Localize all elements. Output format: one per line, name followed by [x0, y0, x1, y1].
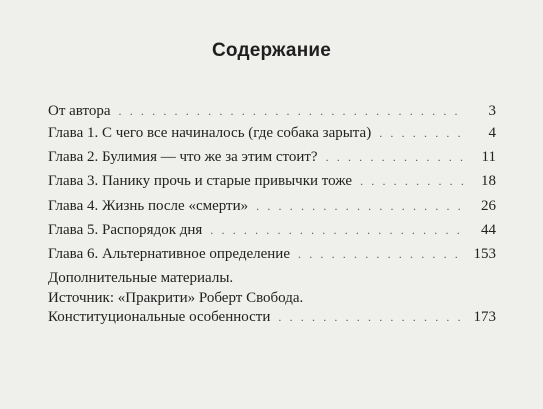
toc-entry-title: Глава 1. С чего все начиналось (где собака зарыта) — [48, 125, 372, 141]
toc-entry-title: Глава 2. Булимия — что же за этим стоит? — [48, 149, 318, 166]
toc-extra-line-2: Источник: «Пракрити» Роберт Свобода. — [48, 289, 304, 306]
toc-entry-page: 173 — [473, 309, 496, 326]
dot-leader — [278, 310, 465, 325]
toc-entry-title: От автора — [48, 103, 111, 119]
toc-entry[interactable] — [48, 309, 496, 333]
toc-entry-page: 11 — [481, 149, 496, 166]
toc-entry-page: 44 — [481, 221, 496, 238]
toc-entry[interactable] — [48, 198, 496, 222]
toc-entry-page: 3 — [488, 103, 496, 119]
toc-extra-line — [48, 290, 496, 310]
toc-entry-page: 153 — [473, 245, 496, 262]
dot-leader — [119, 104, 466, 119]
toc-entry-title: Глава 5. Распорядок дня — [48, 221, 203, 238]
toc-entry[interactable] — [48, 125, 496, 149]
dot-leader — [210, 223, 466, 238]
toc-entry[interactable] — [48, 173, 496, 197]
page-title: Содержание — [211, 40, 332, 61]
toc-entry[interactable] — [48, 246, 496, 270]
toc-entry-page: 26 — [481, 197, 496, 214]
dot-leader — [326, 150, 466, 165]
toc-entry[interactable] — [48, 149, 496, 173]
dot-leader — [256, 199, 466, 214]
dot-leader — [298, 247, 466, 262]
toc-entry[interactable] — [48, 222, 496, 246]
toc-extra-line — [48, 270, 496, 290]
dot-leader — [360, 174, 466, 189]
toc-entry-title: Глава 3. Панику прочь и старые привычки тоже — [48, 173, 353, 190]
toc-entry-title: Глава 6. Альтернативное определение — [48, 245, 290, 262]
toc-entry-page: 4 — [488, 125, 496, 141]
toc-extra-line-1: Дополнительные материалы. — [48, 270, 234, 287]
toc-entry-page: 18 — [481, 173, 496, 190]
table-of-contents — [48, 103, 496, 333]
dot-leader — [379, 126, 466, 141]
toc-entry-title: Глава 4. Жизнь после «смерти» — [48, 197, 249, 214]
toc-entry-title: Конституциональные особенности — [48, 309, 271, 326]
toc-entry[interactable] — [48, 103, 496, 125]
